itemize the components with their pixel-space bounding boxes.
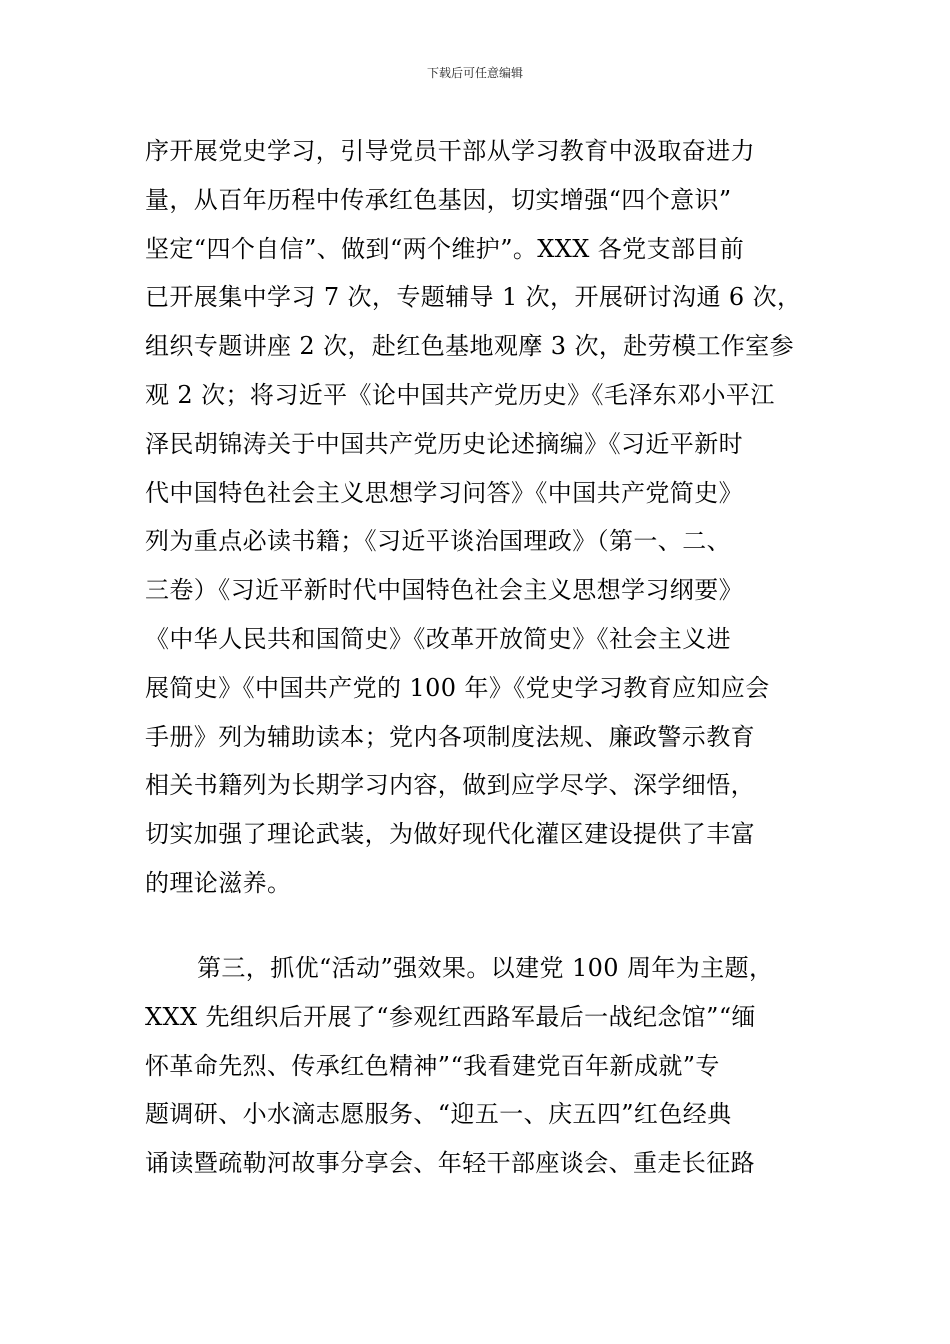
text-line: 展简史》《中国共产党的 100 年》《党史学习教育应知应会 — [145, 673, 770, 702]
text-line: 组织专题讲座 2 次，赴红色基地观摩 3 次，赴劳模工作室参 — [145, 332, 795, 361]
page-header-note: 下载后可任意编辑 — [426, 66, 523, 80]
text-line: 量，从百年历程中传承红色基因，切实增强“四个意识” — [145, 185, 732, 214]
text-line: 的理论滋养。 — [145, 868, 292, 897]
text-line: 列为重点必读书籍；《习近平谈治国理政》（第一、二、 — [145, 527, 731, 556]
text-line: 手册》列为辅助读本；党内各项制度法规、廉政警示教育 — [145, 722, 755, 751]
text-line: 题调研、小水滴志愿服务、“迎五一、庆五四”红色经典 — [145, 1100, 732, 1129]
text-line: 代中国特色社会主义思想学习问答》《中国共产党简史》 — [145, 478, 743, 507]
text-line: 观 2 次；将习近平《论中国共产党历史》《毛泽东邓小平江 — [145, 380, 775, 409]
text-line: 诵读暨疏勒河故事分享会、年轻干部座谈会、重走长征路 — [145, 1149, 755, 1178]
text-line: 已开展集中学习 7 次，专题辅导 1 次，开展研讨沟通 6 次， — [145, 283, 802, 312]
text-line: 《中华人民共和国简史》《改革开放简史》《社会主义进 — [145, 624, 731, 653]
paragraph-1 — [145, 127, 815, 908]
paragraph-2 — [145, 944, 815, 1188]
text-line: 坚定“四个自信”、做到“两个维护”。XXX 各党支部目前 — [145, 234, 745, 263]
text-line: 怀革命先烈、传承红色精神”“我看建党百年新成就”专 — [145, 1051, 720, 1080]
text-line: 序开展党史学习，引导党员干部从学习教育中汲取奋进力 — [145, 137, 755, 165]
text-line-indented: 第三，抓优“活动”强效果。以建党 100 周年为主题， — [197, 954, 774, 982]
text-line: 三卷）《习近平新时代中国特色社会主义思想学习纲要》 — [145, 576, 743, 605]
text-line: 切实加强了理论武装，为做好现代化灌区建设提供了丰富 — [145, 820, 755, 849]
text-line: 相关书籍列为长期学习内容，做到应学尽学、深学细悟， — [145, 771, 755, 800]
text-line: 泽民胡锦涛关于中国共产党历史论述摘编》《习近平新时 — [145, 429, 743, 458]
text-line: XXX 先组织后开展了“参观红西路军最后一战纪念馆”“缅 — [145, 1002, 756, 1031]
